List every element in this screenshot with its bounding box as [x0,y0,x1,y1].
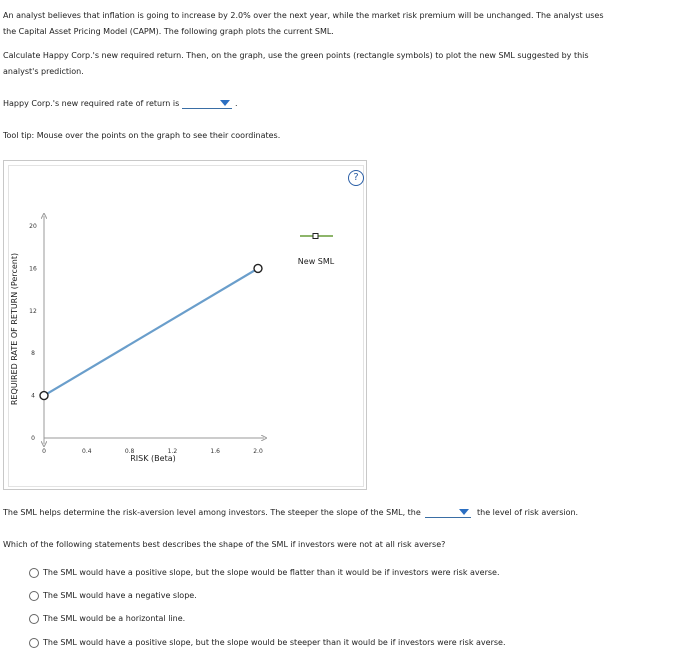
radio-option-4[interactable] [29,638,39,648]
option-2-label[interactable]: The SML would have a negative slope. [43,591,197,600]
question1-text-after: the level of risk aversion. [477,508,579,517]
legend-label: New SML [297,257,335,266]
x-tick-label: 0.8 [124,448,135,455]
help-icon[interactable]: ? [348,170,364,186]
radio-option-1[interactable] [29,568,39,578]
question2-prompt: Which of the following statements best describes the shape of the SML if investors were not at all risk averse? [3,540,446,549]
required-return-dropdown[interactable] [182,98,232,109]
radio-option-2[interactable] [29,591,39,601]
required-return-label: Happy Corp.'s new required rate of return is [3,99,180,108]
graph-area [8,165,364,487]
required-return-suffix: . [235,99,238,108]
option-4-label[interactable]: The SML would have a positive slope, but the slope would be steeper than it would be if investors were risk averse. [43,638,506,647]
y-tick-label: 12 [29,307,37,315]
chevron-down-icon [459,509,469,515]
current-sml-point[interactable] [40,392,48,400]
intro-line-2: the Capital Asset Pricing Model (CAPM). The following graph plots the current SML. [3,27,334,36]
y-tick-label: 4 [31,392,35,400]
x-tick-label: 0 [42,448,46,455]
y-tick-label: 20 [29,223,37,230]
current-sml-line [44,268,258,395]
x-tick-label: 1.6 [210,448,220,455]
question1-text-before: The SML helps determine the risk-aversion level among investors. The steeper the slope of the SML, the [3,508,421,517]
x-tick-label: 0.4 [82,448,92,455]
intro-line-1: An analyst believes that inflation is going to increase by 2.0% over the next year, while the market risk premium will be unchanged. The analyst uses [3,11,604,20]
x-tick-label: 2.0 [253,448,263,455]
y-axis-label: REQUIRED RATE OF RETURN (Percent) [10,252,19,406]
y-tick-label: 16 [29,265,37,273]
intro-line-3: Calculate Happy Corp.'s new required return. Then, on the graph, use the green points (rectangle symbols) to plot the new SML suggested by this [3,51,589,60]
chevron-down-icon [220,100,230,106]
intro-line-4: analyst's prediction. [3,67,84,76]
x-axis-label: RISK (Beta) [130,454,176,463]
tooltip-note: Tool tip: Mouse over the points on the graph to see their coordinates. [3,131,281,140]
slope-dropdown[interactable] [425,507,471,518]
y-tick-label: 0 [31,435,35,442]
radio-option-3[interactable] [29,614,39,624]
new-sml-point-icon[interactable] [313,234,318,239]
option-1-label[interactable]: The SML would have a positive slope, but the slope would be flatter than it would be if investors were risk averse. [43,568,500,577]
y-tick-label: 8 [31,350,35,358]
option-3-label[interactable]: The SML would be a horizontal line. [43,614,186,623]
x-tick-label: 1.2 [167,448,178,455]
sml-chart [9,166,363,486]
new-sml-tool[interactable] [300,234,333,239]
graph-panel [3,160,367,490]
current-sml-point[interactable] [254,264,262,272]
